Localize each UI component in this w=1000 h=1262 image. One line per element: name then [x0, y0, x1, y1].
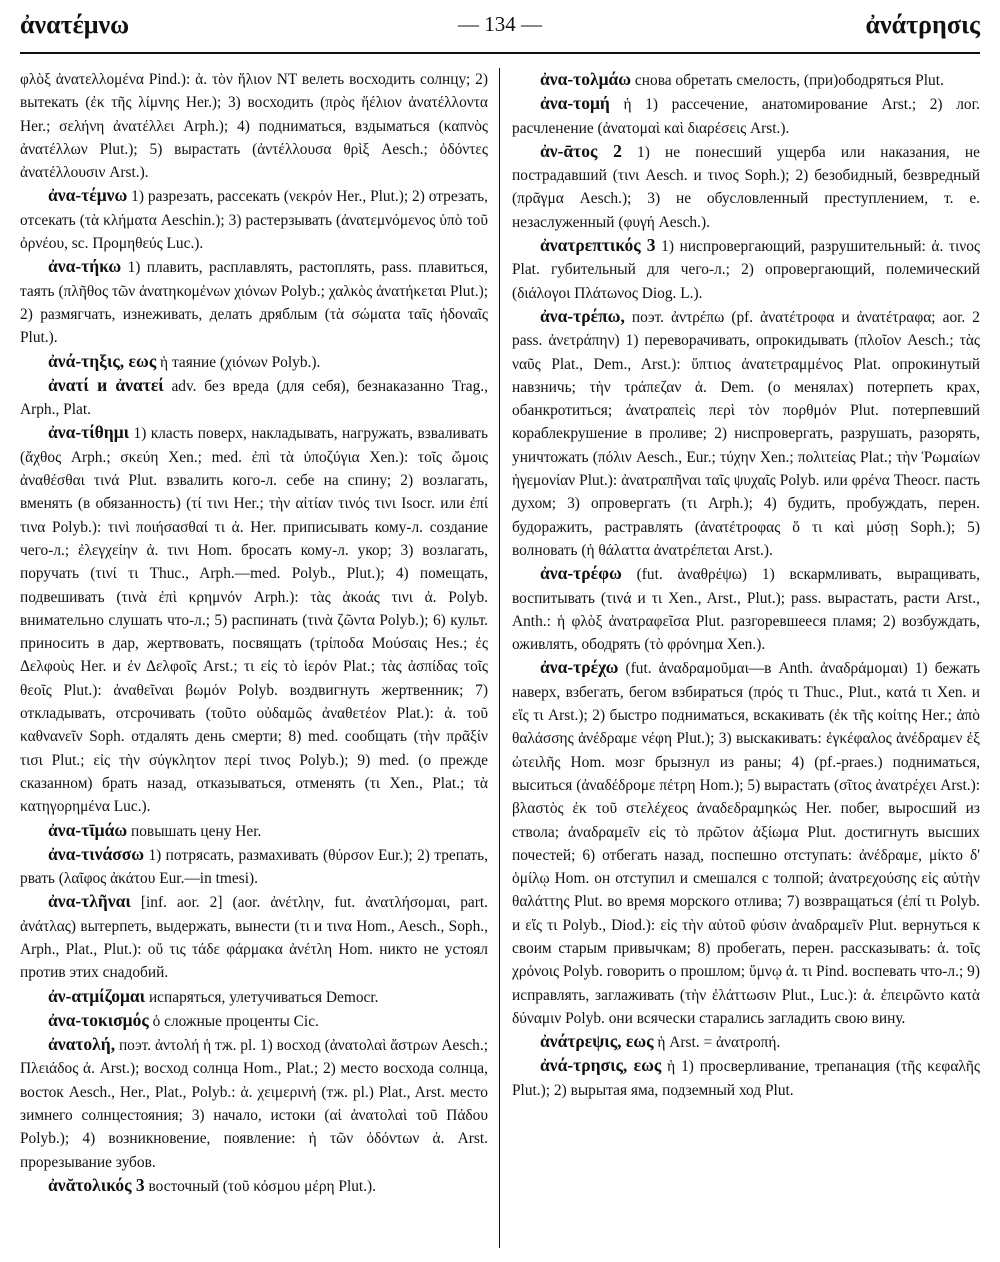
header-rule — [20, 52, 980, 54]
entry-headword: ἀν-ᾱτος 2 — [540, 140, 622, 161]
column-divider — [499, 68, 500, 1248]
dictionary-entry — [20, 184, 488, 255]
entry-body: [inf. aor. 2] (aor. ἀνέτλην, fut. ἀνατλήσομαι, part. ἀνάτλας) вытерпеть, выдержать, вынести (τι и τινα Hom., Aesch., Soph., Arph., Plat., Plut.): οὔ τις τάδε φάρμακα ἀνέτλη Hom. никто не устоял против этих снадобий. — [20, 894, 488, 982]
page-header — [0, 0, 1000, 58]
entry-headword: ἀνᾰτολικός 3 — [48, 1174, 145, 1195]
dictionary-entry — [20, 255, 488, 349]
entry-headword: ἀνα-τολμάω — [540, 69, 632, 89]
running-head-left: ἀνατέμνω — [20, 10, 130, 39]
dictionary-entry — [512, 1054, 980, 1102]
entry-body: повышать цену Her. — [127, 822, 262, 840]
entry-body: 1) ниспровергающий, разрушительный: ἀ. τινος Plat. губительный для чего-л.; 2) опровергающий, полемический (διάλογοι Πλάτωνος Diog. L.). — [512, 238, 980, 302]
entry-headword: ἀνα-τέμνω — [48, 185, 128, 206]
dictionary-entry — [512, 1030, 980, 1054]
entry-body: поэт. ἀντολή ἡ тж. pl. 1) восход (ἀνατολαὶ ἄστρων Aesch.; Πλειάδος ἀ. Arst.); восход солнца Hom., Plat.; 2) место восхода солнца, восток Aesch., Her., Plat., Polyb.: ἀ. χειμερινή (тж. pl.) Plat., Arst. место зимнего солнцестояния; 3) начало, истоки (αἱ ἀνατολαὶ τοῦ Πάδου Polyb.); 4) возникновение, появление: ἡ τῶν ὀδόντων ἀ. Arst. прорезывание зубов. — [20, 1037, 488, 1171]
dictionary-entry — [20, 819, 488, 843]
entry-body: 1) плавить, расплавлять, растоплять, pass. плавиться, таять (πλῆθος τῶν ἀνατηκομένων χιόνων Polyb.; χαλκὸς ἀνατήκεται Plut.); 2) размягчать, изнеживать, делать дряблым (τὰ σώματα ταῖς ἡδοναῖς Plut.). — [20, 259, 488, 347]
entry-body: испаряться, улетучиваться Democr. — [145, 988, 379, 1006]
entry-body: (fut. ἀναθρέψω) 1) вскармливать, выращивать, воспитывать (τινά и τι Xen., Arst., Plut.); pass. вырастать, расти Arst., Anth.: ἡ φλὸξ ἀνατραφεῖσα Plut. разгоревшееся пламя; 2) возбуждать, оживлять, ободрять (τὸ φρόνημα Xen.). — [512, 566, 980, 654]
dictionary-entry — [20, 350, 488, 374]
dictionary-entry — [512, 305, 980, 562]
dictionary-entry — [20, 68, 488, 184]
entry-headword: ἀνατολή, — [48, 1034, 116, 1055]
entry-body: 1) разрезать, рассекать (νεκρόν Her., Plut.); 2) отрезать, отсекать (τὰ κλήματα Aeschin.); 3) растерзывать (ἀνατεμνόμενος ὑπὸ τοῦ ὀρνέου, sc. Προμηθεύς Luc.). — [20, 188, 488, 253]
entry-headword: ἀνα-τρέπω, — [540, 305, 625, 326]
dictionary-entry — [512, 562, 980, 656]
entry-body: ἡ 1) рассечение, анатомирование Arst.; 2) лог. расчленение (ἀνατομαὶ καὶ διαρέσεις Arst.). — [512, 96, 980, 137]
entry-headword: ἀνα-τινάσσω — [48, 843, 145, 864]
dictionary-entry — [20, 985, 488, 1009]
dictionary-entry — [512, 92, 980, 140]
entry-body: adv. без вреда (для себя), безнаказанно Trag., Arph., Plat. — [20, 377, 488, 419]
entry-body: 1) потрясать, размахивать (θύρσον Eur.); 2) трепать, рвать (λαῖφος ἀκάτου Eur.—in tmesi). — [20, 846, 488, 888]
entry-headword: ἀνατί и ἀνατεί — [48, 374, 164, 395]
dictionary-entry — [512, 234, 980, 305]
dictionary-entry — [20, 1174, 488, 1198]
entry-headword: ἀνα-τῑμάω — [48, 819, 128, 840]
dictionary-entry — [512, 68, 980, 92]
entry-headword: ἀνα-τοκισμός — [48, 1009, 149, 1030]
page-number: — 134 — — [458, 12, 542, 36]
dictionary-entry — [512, 140, 980, 234]
entry-headword: ἀνα-τλῆναι — [48, 891, 131, 912]
entry-body: (fut. ἀναδραμοῦμαι—в Anth. ἀναδράμομαι) 1) бежать наверх, взбегать, бегом взбираться (πρός τι Thuc., Plut., κατά τι Xen. и εἴς τι Arst.); 2) быстро подниматься, вскакивать (ἐκ τῆς κοίτης Her.; ἀπὸ θαλάσσης ἀνέδραμε νέφη Plut.); 3) выскакивать: ἐγκέφαλος ἀνέδραμεν ἐξ ὠτειλῆς Hom. мозг брызнул из раны; 4) (pf.-praes.) подниматься, выситься (ἀναδέδρομε πέτρη Hom.); 5) вырастать (σῖτος ἀνατρέχει Arst.): βλαστὸς ἐκ τοῦ στελέχεος ἀναδεδραμηκώς Her. побег, выросший из ствола; ἀναδραμεῖν εἰς τὸ πρῶτον ἀξίωμα Plut. достигнуть высших почестей; 6) отбегать назад, поспешно отступать: ἀνέδραμε, μίκτο δ' ὁμίλῳ Hom. он отступил и смешался с толпой; ἀνατρεχούσης εἰς αὐτὴν θαλάττης Plut. во время морского отлива; 7) возвращаться (ἐπί τι Polyb. и εἴς τι Polyb., Diod.): εἰς τὴν αὑτοῦ φύσιν ἀναδραμεῖν Plut. вернуться к своим старым привычкам; 8) пробегать, перен. рассказывать: ἀ. τοῖς χρόνοις Polyb. говорить о прошлом; ὕμνῳ ἀ. τι Pind. воспевать что-л.; 9) исправлять, заглаживать (τὴν ἐλάττωσιν Plut., Luc.): ἀ. ἐπειρῶντο κατὰ δύναμιν Polyb. они всячески старались загладить свою вину. — [512, 660, 980, 1027]
entry-headword: ἀνα-τρέφω — [540, 563, 622, 584]
entry-body: снова обретать смелость, (при)ободряться Plut. — [631, 72, 944, 89]
entry-body: поэт. ἀντρέπω (pf. ἀνατέτροφα и ἀνατέτραφα; aor. 2 pass. ἀνετράπην) 1) переворачивать, опрокидывать (πλοῖον Aesch.; τὰς ναῦς Plat., Dem., Arst.): ὕπτιος ἀνατετραμμένος Plat. опрокинутый навзничь; τὴν τράπεζαν ἀ. Dem. (о менялах) потерпеть крах, обанкротиться; ἀνατραπεὶς περὶ τὸν πορθμόν Plut. потерпевший кораблекрушение в проливе; 2) ниспровергать, разрушать, разорять, уничтожать (πόλιν Aesch., Eur.; τύχην Xen.; πολιτείας Plat.; τὴν Ῥωμαίων ἡγεμονίαν Plut.): ἀνατραπῆναι ταῖς ψυχαῖς Polyb. или φρένα Theocr. пасть духом; 3) опровергать (τι Arph.); 4) будить, пробуждать, перен. будоражить, растравлять (ἀνατέτροφας ὅ τι καὶ μύσῃ Soph.); 5) волновать (ἡ θάλαττα ἀνατρέπεται Arst.). — [512, 308, 980, 559]
entry-headword: ἀνα-τρέχω — [540, 657, 619, 678]
entry-body: ἡ 1) просверливание, трепанация (τῆς κεφαλῆς Plut.); 2) вырытая яма, подземный ход Plut. — [512, 1058, 980, 1099]
entry-body: ὁ сложные проценты Cic. — [148, 1012, 319, 1030]
entry-headword: ἀνά-τρησις, εως — [540, 1055, 662, 1076]
entry-headword: ἀνα-τήκω — [48, 256, 122, 277]
right-column — [512, 68, 980, 1253]
dictionary-entry — [20, 1033, 488, 1174]
entry-headword: ἀνα-τομή — [540, 93, 610, 114]
entry-body: ἡ таяние (χιόνων Polyb.). — [156, 353, 321, 371]
left-column — [20, 68, 488, 1253]
dictionary-entry — [20, 1009, 488, 1033]
entry-body: ἡ Arst. = ἀνατροπή. — [653, 1034, 781, 1052]
entry-headword: ἀνάτρεψις, εως — [540, 1031, 654, 1052]
dictionary-entry — [20, 374, 488, 422]
entry-body: 1) не понесший ущерба или наказания, не пострадавший (τινι Aesch. и τινος Soph.); 2) безобидный, безвредный (πρᾶγμα Aesch.); 3) не обусловленный преступлением, т. е. незаслуженный (φυγή Aesch.). — [512, 143, 980, 231]
entry-body: восточный (τοῦ κόσμου μέρη Plut.). — [144, 1177, 377, 1195]
entry-body: φλὸξ ἀνατελλομένα Pind.): ἀ. τὸν ἥλιον NT велеть восходить солнцу; 2) вытекать (ἐκ τῆς λίμνης Her.); 3) восходить (πρὸς ἥέλιον ἀνατέλλοντα Her.; σελήνη ἀνατέλλει Arph.); 4) подниматься, вздыматься (καπνὸς ἀνατέλλων Plut.); 5) вырастать (ἀντέλλουσα θρὶξ Aesch.; ὀδόντες ἀνατέλλουσιν Arst.). — [20, 71, 488, 182]
entry-body: 1) класть поверх, накладывать, нагружать, взваливать (ἄχθος Arph.; σκεύη Xen.; med. ἐπὶ τὰ ὑποζύγια Xen.): τοῖς ὤμοις ἀναθέσθαι τινά Plut. взвалить кого-л. себе на спину; 2) возлагать, вменять (в обязанность) (τί τινι Her.; τὴν αἰτίαν τινός τινι Isocr. или ἐπί τινα Polyb.): τινὶ ποιήσασθαί τι ἀ. Her. приписывать кому-л. создание чего-л.; ἐλεγχείην ἀ. τινι Hom. бросать кому-л. укор; 3) возлагать, поручать (τινί τι Thuc., Arph.—med. Polyb., Plut.); 4) помещать, подвешивать (τινὰ ἐπὶ κρημνόν Arph.): τὰς ἀκοάς τινι ἀ. Polyb. внимательно слушать что-л.; 5) распинать (τινὰ ζῶντα Polyb.); 6) культ. приносить в дар, жертвовать, посвящать (τρίποδα Μούσαις Hes.; ἐς Δελφοὺς Her. и ἐν Δελφοῖς Arst.; τι εἰς τὸ ἱερόν Plat.; τὰς ἀσπίδας τοῖς θεοῖς Plut.): ἀναθεῖναι βωμόν Polyb. воздвигнуть жертвенник; 7) откладывать, отсрочивать (τοῦτο οὐδαμῶς ἀναθετέον Plat.): ἀ. τοῦ καθνανεῖν Soph. отдалять день смерти; 8) med. сообщать (τὴν πρᾶξίν τισι Plut.; εἰς τὴν σύγκλητον περί τινος Polyb.); 9) med. (о прежде сказанном) брать назад, отказываться, отменять (τι Xen., Plat.; τὰ κατηγορημένα Luc.). — [20, 425, 488, 816]
dictionary-entry — [20, 421, 488, 818]
entry-headword: ἀνατρεπτικός 3 — [540, 235, 656, 256]
entry-headword: ἀνά-τηξις, εως — [48, 350, 157, 371]
entry-headword: ἀν-ατμίζομαι — [48, 985, 146, 1006]
dictionary-entry — [20, 843, 488, 891]
running-head-right: ἀνάτρησις — [865, 10, 980, 39]
dictionary-entry — [512, 656, 980, 1030]
dictionary-entry — [20, 890, 488, 984]
entry-headword: ἀνα-τίθημι — [48, 422, 130, 443]
